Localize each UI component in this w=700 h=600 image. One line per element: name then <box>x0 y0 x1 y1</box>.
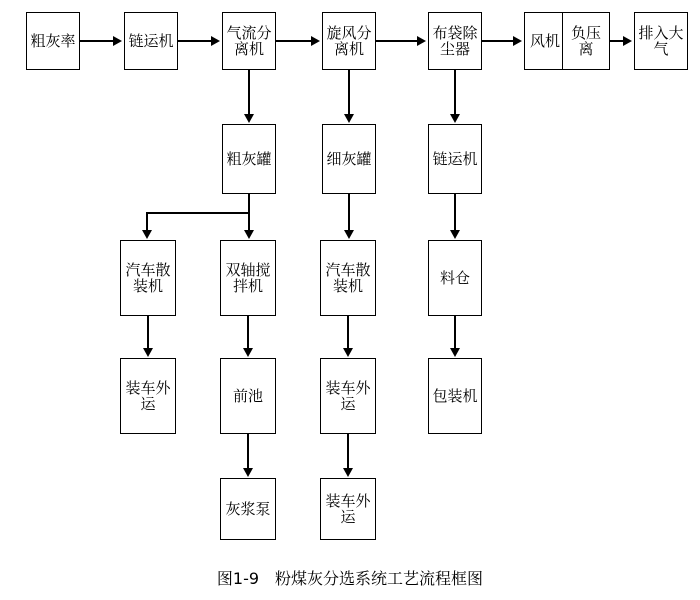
node-truck-bulk-loader-1 <box>120 240 176 316</box>
connector-v-8 <box>247 316 249 349</box>
node-truck-bulk-loader-2 <box>320 240 376 316</box>
node-coarse-ash-tank <box>222 124 276 194</box>
arrow-v-3 <box>450 114 460 123</box>
node-silo <box>428 240 482 316</box>
node-truck-transport-2 <box>320 358 376 434</box>
figure-caption: 图1-9 粉煤灰分选系统工艺流程框图 <box>216 569 484 588</box>
connector-h-2 <box>178 40 212 42</box>
node-label: 料仓 <box>439 268 470 287</box>
connector-branch-h <box>146 212 250 214</box>
arrow-v-9 <box>343 348 353 357</box>
node-packing-machine <box>428 358 482 434</box>
connector-h-6 <box>610 40 624 42</box>
node-label: 装车外运 <box>125 378 171 413</box>
node-label: 双轴搅拌机 <box>225 260 271 295</box>
connector-h-4 <box>376 40 418 42</box>
arrow-h-2 <box>211 36 220 46</box>
node-twin-shaft-mixer <box>220 240 276 316</box>
arrow-v-6 <box>450 230 460 239</box>
connector-branch-v <box>146 212 148 231</box>
node-truck-transport-3 <box>320 478 376 540</box>
arrow-h-4 <box>417 36 426 46</box>
connector-h-3 <box>276 40 312 42</box>
node-cyclone-separator <box>322 12 376 70</box>
node-truck-transport-1 <box>120 358 176 434</box>
node-front-pool <box>220 358 276 434</box>
connector-v-5 <box>348 194 350 231</box>
arrow-v-2 <box>344 114 354 123</box>
node-negative-pressure <box>562 12 610 70</box>
node-label: 灰浆泵 <box>225 499 271 518</box>
node-label: 细灰罐 <box>326 149 372 168</box>
node-label: 汽车散装机 <box>125 260 171 295</box>
node-chain-conveyor-2 <box>428 124 482 194</box>
node-label: 排入大气 <box>638 23 684 58</box>
node-slurry-pump <box>220 478 276 540</box>
node-label: 旋风分离机 <box>326 23 372 58</box>
connector-v-1 <box>248 70 250 115</box>
node-label: 包装机 <box>432 386 478 405</box>
node-chain-conveyor-1 <box>124 12 178 70</box>
node-label: 气流分离机 <box>226 23 272 58</box>
node-bag-dust-collector <box>428 12 482 70</box>
arrow-v-4 <box>244 230 254 239</box>
node-label: 布袋除尘器 <box>432 23 478 58</box>
node-label: 链运机 <box>432 149 478 168</box>
node-label: 风机 <box>529 31 560 50</box>
connector-h-5 <box>482 40 514 42</box>
arrow-v-7 <box>143 348 153 357</box>
node-label: 装车外运 <box>325 491 371 526</box>
node-label: 链运机 <box>128 31 174 50</box>
arrow-h-3 <box>311 36 320 46</box>
node-label: 汽车散装机 <box>325 260 371 295</box>
arrow-h-1 <box>113 36 122 46</box>
arrow-v-10 <box>450 348 460 357</box>
arrow-h-6 <box>623 36 632 46</box>
arrow-v-11 <box>243 468 253 477</box>
arrow-branch <box>142 230 152 239</box>
node-fine-ash-tank <box>322 124 376 194</box>
arrow-v-5 <box>344 230 354 239</box>
connector-v-2 <box>348 70 350 115</box>
connector-v-10 <box>454 316 456 349</box>
arrow-v-8 <box>243 348 253 357</box>
node-coarse-ash-rate <box>26 12 80 70</box>
node-label: 前池 <box>232 386 263 405</box>
arrow-v-12 <box>343 468 353 477</box>
connector-h-1 <box>80 40 114 42</box>
node-discharge-to-atmosphere <box>634 12 688 70</box>
node-label: 装车外运 <box>325 378 371 413</box>
connector-v-9 <box>347 316 349 349</box>
node-fan <box>524 12 566 70</box>
connector-v-12 <box>347 434 349 469</box>
connector-v-6 <box>454 194 456 231</box>
connector-v-7 <box>147 316 149 349</box>
arrow-v-1 <box>244 114 254 123</box>
connector-v-3 <box>454 70 456 115</box>
connector-v-11 <box>247 434 249 469</box>
node-air-flow-separator <box>222 12 276 70</box>
arrow-h-5 <box>513 36 522 46</box>
node-label: 粗灰率 <box>30 31 76 50</box>
node-label: 负压离 <box>570 23 601 58</box>
node-label: 粗灰罐 <box>226 149 272 168</box>
